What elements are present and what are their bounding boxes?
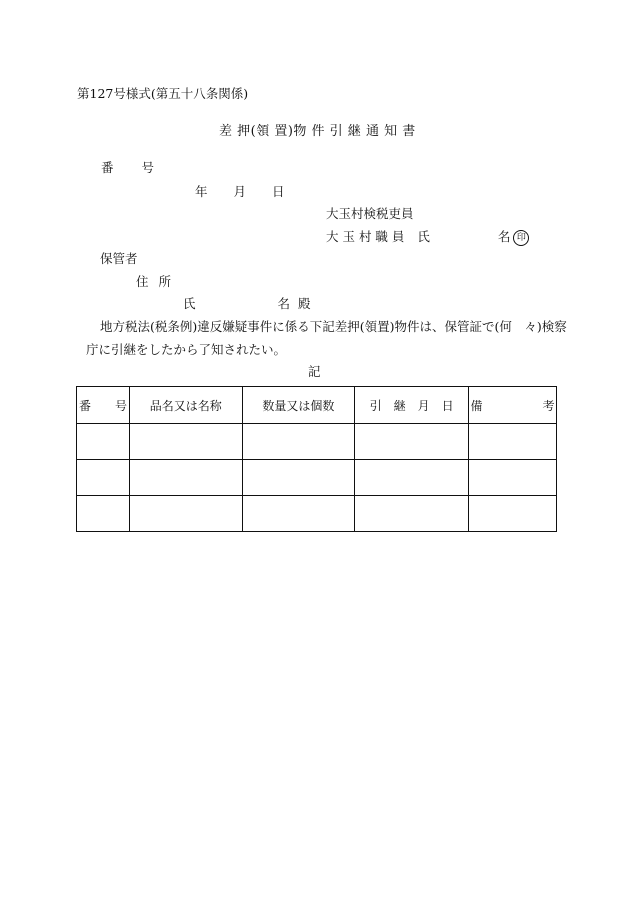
- header-number: 番 号: [77, 387, 130, 424]
- number-field: [101, 160, 154, 176]
- number-label-ban: 番: [101, 160, 114, 175]
- sender-office: 大玉村検税吏員: [326, 206, 414, 221]
- header-item-name: 品名又は名称: [129, 387, 242, 424]
- cell-transfer-date: [355, 424, 469, 460]
- cell-quantity: [242, 496, 355, 532]
- cell-number: [77, 460, 130, 496]
- header-remarks: 備 考: [468, 387, 556, 424]
- sender-name-mei: 名: [497, 229, 511, 244]
- sender-official: 大 玉 村 職 員: [326, 229, 405, 244]
- table-row: [77, 496, 557, 532]
- recipient-name-mei: 名: [277, 296, 291, 311]
- recipient-name-shi: 氏: [183, 296, 196, 311]
- cell-item-name: [129, 496, 242, 532]
- seal-stamp: 印: [513, 230, 529, 246]
- recipient-name-line: [183, 296, 311, 312]
- cell-item-name: [129, 460, 242, 496]
- document-title: 差 押(領 置)物 件 引 継 通 知 書: [219, 124, 416, 139]
- cell-transfer-date: [355, 460, 469, 496]
- address-ju: 住: [136, 274, 149, 289]
- cell-item-name: [129, 424, 242, 460]
- body-text-line-1: 地方税法(税条例)違反嫌疑事件に係る下記差押(領置)物件は、保管証で(何 々)検察: [100, 319, 567, 334]
- custodian-label: 保管者: [100, 251, 138, 266]
- cell-remarks: [468, 424, 556, 460]
- table-row: [77, 460, 557, 496]
- cell-quantity: [242, 424, 355, 460]
- sender-name-shi: 氏: [417, 229, 430, 244]
- table-header-row: [77, 387, 557, 424]
- form-number-label: 第127号様式(第五十八条関係): [77, 86, 249, 101]
- date-month: 月: [233, 184, 247, 199]
- address-sho: 所: [158, 274, 172, 289]
- date-field: [195, 184, 285, 200]
- cell-transfer-date: [355, 496, 469, 532]
- cell-number: [77, 424, 130, 460]
- transfer-items-table: [76, 386, 557, 532]
- cell-number: [77, 496, 130, 532]
- header-transfer-date: 引 継 月 日: [355, 387, 469, 424]
- address-label: [136, 274, 171, 290]
- date-year: 年: [195, 184, 208, 199]
- table-row: [77, 424, 557, 460]
- sender-name-line: [326, 229, 529, 246]
- ki-label: 記: [308, 364, 321, 379]
- body-text-line-2: 庁に引継をしたから了知されたい。: [86, 342, 287, 357]
- cell-remarks: [468, 460, 556, 496]
- date-day: 日: [272, 184, 285, 199]
- cell-remarks: [468, 496, 556, 532]
- header-quantity: 数量又は個数: [242, 387, 355, 424]
- number-label-go: 号: [141, 160, 155, 175]
- cell-quantity: [242, 460, 355, 496]
- recipient-honorific: 殿: [298, 296, 311, 311]
